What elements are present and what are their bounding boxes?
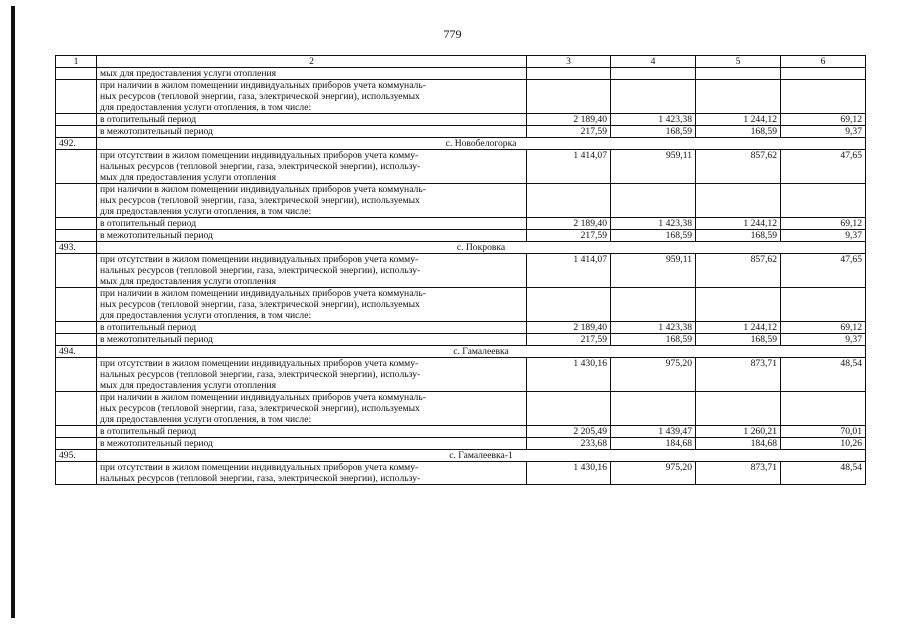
value-cell-col-4: 1 423,38 [611,218,696,230]
settlement-name: с. Гамалеевка-1 [97,450,866,462]
row-number-empty [56,114,97,126]
row-description [97,254,527,288]
value-cell-col-6: 47,65 [781,150,866,184]
table-row [56,462,866,485]
header-cell: 5 [696,56,781,68]
value-cell-col-6 [781,288,866,322]
value-cell-col-4 [611,392,696,426]
value-cell-col-5: 873,71 [696,358,781,392]
description-line: для предоставления услуги отопления, в том числе: [100,414,312,425]
row-description [97,218,527,230]
row-number-empty [56,322,97,334]
row-number-empty [56,358,97,392]
row-description [97,462,527,485]
description-line: мых для предоставления услуги отопления [100,380,277,391]
period-label: в отопительный период [100,426,197,437]
page-binding-edge [11,6,15,618]
row-number-empty [56,218,97,230]
value-cell-col-3 [527,68,611,80]
period-label: в межотопительный период [100,334,213,345]
period-label: в отопительный период [100,322,197,333]
description-line: при наличии в жилом помещении индивидуальных приборов учета коммуналь- [100,80,426,91]
period-label: в межотопительный период [100,438,213,449]
row-number-empty [56,126,97,138]
table-row [56,218,866,230]
description-line: ных ресурсов (тепловой энергии, газа, электрической энергии), используемых [100,195,420,206]
row-number-empty [56,184,97,218]
period-label: в отопительный период [100,218,197,229]
value-cell-col-4: 959,11 [611,150,696,184]
row-number-empty [56,150,97,184]
settlement-name: с. Покровка [97,242,866,254]
value-cell-col-6: 69,12 [781,218,866,230]
value-cell-col-5: 1 260,21 [696,426,781,438]
value-cell-col-6 [781,68,866,80]
table-row [56,438,866,450]
value-cell-col-3: 2 205,49 [527,426,611,438]
row-description [97,392,527,426]
tariff-table-body [56,56,866,485]
row-number-empty [56,426,97,438]
value-cell-col-5: 1 244,12 [696,322,781,334]
row-description [97,150,527,184]
value-cell-col-4: 168,59 [611,126,696,138]
value-cell-col-5 [696,184,781,218]
value-cell-col-6: 9,37 [781,334,866,346]
description-line: для предоставления услуги отопления, в том числе: [100,102,312,113]
table-row [56,358,866,392]
description-line: ных ресурсов (тепловой энергии, газа, электрической энергии), используемых [100,403,420,414]
description-line: при отсутствии в жилом помещении индивидуальных приборов учета комму- [100,358,419,369]
period-label: в межотопительный период [100,230,213,241]
value-cell-col-6: 9,37 [781,230,866,242]
description-line: ных ресурсов (тепловой энергии, газа, электрической энергии), используемых [100,299,420,310]
value-cell-col-3 [527,80,611,114]
row-description [97,288,527,322]
value-cell-col-3: 2 189,40 [527,322,611,334]
value-cell-col-5: 1 244,12 [696,218,781,230]
description-line: при наличии в жилом помещении индивидуальных приборов учета коммуналь- [100,184,426,195]
table-header-row [56,56,866,68]
description-line: для предоставления услуги отопления, в том числе: [100,310,312,321]
row-description [97,126,527,138]
value-cell-col-3 [527,288,611,322]
row-number-empty [56,392,97,426]
description-line: при отсутствии в жилом помещении индивидуальных приборов учета комму- [100,150,419,161]
value-cell-col-5: 857,62 [696,150,781,184]
row-description [97,68,527,80]
settlement-row [56,346,866,358]
value-cell-col-5: 1 244,12 [696,114,781,126]
description-line: нальных ресурсов (тепловой энергии, газа, электрической энергии), использу- [100,161,421,172]
table-row [56,254,866,288]
value-cell-col-5: 184,68 [696,438,781,450]
description-line: для предоставления услуги отопления, в том числе: [100,206,312,217]
description-line: нальных ресурсов (тепловой энергии, газа, электрической энергии), использу- [100,369,421,380]
table-row [56,426,866,438]
value-cell-col-5: 168,59 [696,230,781,242]
value-cell-col-5: 168,59 [696,126,781,138]
row-number-empty [56,254,97,288]
table-row [56,334,866,346]
value-cell-col-6 [781,392,866,426]
header-cell: 4 [611,56,696,68]
value-cell-col-4: 184,68 [611,438,696,450]
row-number-empty [56,80,97,114]
value-cell-col-6: 48,54 [781,358,866,392]
value-cell-col-5: 168,59 [696,334,781,346]
description-line: ных ресурсов (тепловой энергии, газа, электрической энергии), используемых [100,91,420,102]
value-cell-col-5 [696,288,781,322]
value-cell-col-6: 69,12 [781,322,866,334]
row-number: 494. [56,346,97,358]
value-cell-col-5 [696,80,781,114]
value-cell-col-4 [611,184,696,218]
description-line: при наличии в жилом помещении индивидуальных приборов учета коммуналь- [100,392,426,403]
table-row [56,80,866,114]
row-number-empty [56,334,97,346]
value-cell-col-5 [696,68,781,80]
value-cell-col-4: 975,20 [611,462,696,485]
value-cell-col-3: 1 430,16 [527,358,611,392]
row-number: 492. [56,138,97,150]
table-row [56,114,866,126]
row-number-empty [56,288,97,322]
settlement-name: с. Новобелогорка [97,138,866,150]
value-cell-col-6: 70,01 [781,426,866,438]
value-cell-col-6 [781,184,866,218]
header-cell: 1 [56,56,97,68]
header-cell: 6 [781,56,866,68]
value-cell-col-4: 1 423,38 [611,322,696,334]
row-number-empty [56,68,97,80]
value-cell-col-6: 69,12 [781,114,866,126]
settlement-name: с. Гамалеевка [97,346,866,358]
page-number: 779 [443,27,462,41]
value-cell-col-4 [611,80,696,114]
period-label: в межотопительный период [100,126,213,137]
row-description [97,334,527,346]
description-line: мых для предоставления услуги отопления [100,172,277,183]
settlement-row [56,242,866,254]
row-description [97,114,527,126]
description-line: мых для предоставления услуги отопления [100,276,277,287]
value-cell-col-3: 217,59 [527,334,611,346]
value-cell-col-5: 857,62 [696,254,781,288]
table-row [56,392,866,426]
table-row [56,230,866,242]
value-cell-col-4: 975,20 [611,358,696,392]
table-row [56,322,866,334]
value-cell-col-5: 873,71 [696,462,781,485]
value-cell-col-3: 217,59 [527,126,611,138]
table-row [56,150,866,184]
header-cell: 3 [527,56,611,68]
value-cell-col-3: 2 189,40 [527,218,611,230]
value-cell-col-4: 1 423,38 [611,114,696,126]
value-cell-col-3: 1 414,07 [527,254,611,288]
table-row [56,288,866,322]
value-cell-col-6 [781,80,866,114]
value-cell-col-3: 217,59 [527,230,611,242]
header-cell: 2 [97,56,527,68]
row-description [97,358,527,392]
row-number-empty [56,438,97,450]
value-cell-col-6: 9,37 [781,126,866,138]
row-description [97,426,527,438]
description-line: при наличии в жилом помещении индивидуальных приборов учета коммуналь- [100,288,426,299]
row-description [97,80,527,114]
table-row [56,184,866,218]
value-cell-col-3: 233,68 [527,438,611,450]
value-cell-col-4 [611,68,696,80]
value-cell-col-6: 48,54 [781,462,866,485]
period-label: в отопительный период [100,114,197,125]
row-description [97,322,527,334]
row-number: 495. [56,450,97,462]
value-cell-col-5 [696,392,781,426]
tariff-table [55,55,866,485]
value-cell-col-3: 1 414,07 [527,150,611,184]
value-cell-col-4: 168,59 [611,230,696,242]
value-cell-col-4 [611,288,696,322]
description-line: при отсутствии в жилом помещении индивидуальных приборов учета комму- [100,462,419,473]
value-cell-col-4: 959,11 [611,254,696,288]
table-row [56,68,866,80]
description-line: мых для предоставления услуги отопления [100,68,277,79]
description-line: нальных ресурсов (тепловой энергии, газа, электрической энергии), использу- [100,265,421,276]
value-cell-col-3: 1 430,16 [527,462,611,485]
value-cell-col-6: 10,26 [781,438,866,450]
row-description [97,230,527,242]
settlement-row [56,138,866,150]
value-cell-col-3: 2 189,40 [527,114,611,126]
value-cell-col-4: 1 439,47 [611,426,696,438]
row-description [97,438,527,450]
table-row [56,126,866,138]
value-cell-col-4: 168,59 [611,334,696,346]
value-cell-col-6: 47,65 [781,254,866,288]
row-description [97,184,527,218]
description-line: нальных ресурсов (тепловой энергии, газа, электрической энергии), использу- [100,473,421,484]
row-number-empty [56,230,97,242]
description-line: при отсутствии в жилом помещении индивидуальных приборов учета комму- [100,254,419,265]
value-cell-col-3 [527,184,611,218]
value-cell-col-3 [527,392,611,426]
row-number-empty [56,462,97,485]
settlement-row [56,450,866,462]
row-number: 493. [56,242,97,254]
